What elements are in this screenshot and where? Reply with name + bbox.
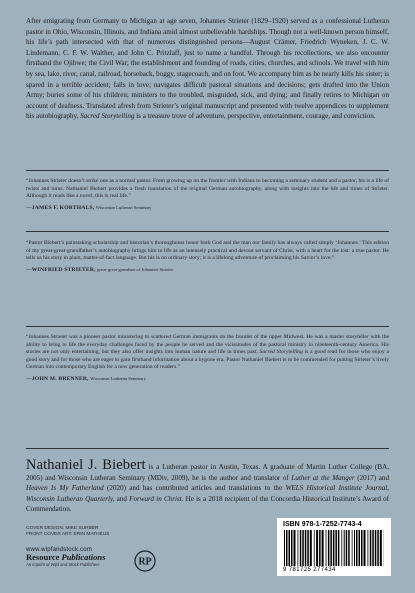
publisher-logo-text: RP — [138, 556, 152, 568]
book-title: Luther at the Manger — [291, 473, 355, 482]
summary-paragraph: After emigrating from Germany to Michigan at age seven, Johannes Strieter (1829–1920) served as a confessional Lutheran pastor in Ohio, Wisconsin, Illinois, and Indiana amid almost unbelievable hardships. Though not a well-known person himself, his life’s path intersected with that of numerous distinguished persons—August Crämer, Friedrich Wyneken, J. C. W. Lindemann, C. F. W. Walther, and John C. Pritzlaff, just to name a handful. Through his recollections, we also encounter firsthand the Ojibwe; the Civil War; the establishment and founding of roads, cities, churches, and schools. We travel with him by sea, lake, river, canal, railroad, horseback, buggy, stagecoach, and on foot. We accompany him as he nearly kills his sister; is spared in a terrible accident; falls in love; navigates difficult pastoral situations and decisions; gets drafted into the Union Army; buries some of his children; ministers to the troubled, misguided, sick, and dying; and finally retires to Michigan on account of deafness. Translated afresh from Strieter’s original manuscript and presented with twelve appendices to supplement his autobiography, Sacred Storytelling is a treasure trove of adventure, perspective, entertainment, courage, and conviction. — [26, 17, 389, 121]
barcode-bar — [352, 530, 353, 566]
divider — [26, 231, 389, 232]
barcode-bar — [289, 530, 291, 566]
book-summary — [26, 16, 389, 122]
barcode-bar — [294, 530, 296, 566]
barcode-bar — [361, 530, 363, 566]
barcode-digits: 9 781725 277434 — [283, 567, 336, 573]
barcode-bar — [380, 530, 382, 566]
divider — [26, 448, 389, 449]
barcode-bar — [368, 530, 369, 566]
endorser-affiliation: Wisconsin Lutheran Seminary — [95, 204, 152, 210]
barcode-bar — [314, 530, 315, 566]
barcode-bar — [370, 530, 372, 566]
barcode-bar — [302, 530, 304, 566]
barcode-bar — [377, 530, 379, 566]
endorsement-text: “Johannes Strieter doesn’t strike one as a normal pastor. From growing up on the frontier with Indians to becoming a seminary student and a pastor, his is a life of twists and turns. Nathaniel Biebert provides a fresh translation of the original German autobiography, along with insights into the life and times of Strieter. Although it reads like a novel, this is real life.” — [26, 178, 389, 199]
barcode-bar — [333, 530, 335, 566]
publisher-name: Resource Publications — [26, 552, 106, 562]
barcode-bar — [372, 530, 374, 566]
publisher-logo-icon — [134, 550, 156, 572]
author-bio: Nathaniel J. Biebert is a Lutheran pastor in Austin, Texas. A graduate of Martin Luther College (BA, 2005) and Wisconsin Lutheran Seminary (MDiv, 2009), he is the author and translator of Luther at the Manger (2017) and Heaven Is My Fatherland (2020) and has contributed articles and translations to the WELS Historical Institute Journal, Wisconsin Lutheran Quarterly, and Forward in Christ. He is a 2018 recipient of the Concordia Historical Institute’s Award of Commendation. — [26, 457, 389, 514]
barcode-bar — [284, 530, 285, 566]
divider — [26, 170, 389, 171]
barcode-bar — [354, 530, 355, 566]
cover-credits — [26, 526, 109, 538]
journal-title: Forward in Christ — [129, 494, 182, 503]
barcode-bar — [286, 530, 288, 566]
endorsement-attribution — [26, 266, 389, 274]
endorsement-2 — [26, 240, 389, 274]
barcode-bar — [364, 530, 366, 566]
publisher-tagline: An imprint of Wipf and Stock Publishers — [26, 562, 100, 567]
barcode-bar — [291, 530, 293, 566]
endorser-name: —WINFRIED STRIETER, — [26, 266, 96, 273]
endorser-name: —JOHN M. BRENNER, — [26, 375, 89, 382]
cover-art-credit: FRONT COVER ART: ERIN MATHEUS — [26, 532, 110, 537]
cover-design-credit: COVER DESIGN: MIKE SURBER — [26, 526, 99, 531]
endorsement-1 — [26, 178, 389, 212]
barcode-panel — [277, 518, 391, 576]
barcode-bar — [328, 530, 330, 566]
barcode-bar — [307, 530, 309, 566]
author-name: Nathaniel J. Biebert — [26, 457, 146, 473]
journal-title: WELS Historical Institute Journal, Wisconsin Lutheran Quarterly, — [26, 484, 389, 503]
barcode-bar — [310, 530, 312, 566]
barcode-icon — [283, 530, 385, 566]
barcode-bar — [298, 530, 299, 566]
endorsement-attribution — [26, 375, 389, 383]
endorser-affiliation: Wisconsin Lutheran Seminary — [90, 375, 146, 381]
endorser-affiliation: great-great-grandson of Johannes Strieter — [97, 266, 174, 272]
divider — [26, 326, 389, 327]
endorsement-attribution — [26, 204, 389, 212]
barcode-bar — [344, 530, 345, 566]
barcode-bar — [326, 530, 327, 566]
summary-book-title: Sacred Storytelling — [80, 112, 135, 121]
publisher-url: www.wipfandstock.com — [26, 547, 93, 553]
barcode-bar — [330, 530, 332, 566]
endorsement-text: “Johannes Strieter was a pioneer pastor ministering to scattered German immigrants on the frontier of the upper Midwest. He was a master storyteller with the ability to bring to life the everyday challenges faced by the people he served and the vicissitudes of the pastoral ministry in nineteenth-century America. His stories are not only entertaining, but they also offer insights into human nature and life in times past. Sacred Storytelling is a good read for those who enjoy a good story and for those who are eager to gain firsthand information about a bygone era. Pastor Nathaniel Biebert is to be commended for putting Strieter’s lively German into contemporary English for a new generation of readers.” — [26, 334, 389, 370]
isbn-label: ISBN 978-1-7252-7743-4 — [283, 521, 362, 528]
isbn-number: 978-1-7252-7743-4 — [301, 521, 362, 528]
barcode-bar — [341, 530, 342, 566]
barcode-bar — [300, 530, 302, 566]
endorsement-text: “Pastor Biebert’s painstaking scholarship and historian’s thoroughness honor both God and the man our family has always called simply ‘Johannes.’ This edition of my great-great-grandfather’s autobiography brings him to life as an intensely practical and devout servant of Christ, with a heart for the lost: a true pastor. He tells us his story in plain, matter-of-fact language. But his is no ordinary story; it is a lifelong adventure of proclaiming his Savior’s love.” — [26, 240, 389, 261]
barcode-bar — [356, 530, 358, 566]
barcode-bar — [316, 530, 318, 566]
barcode-bar — [322, 530, 324, 566]
barcode-bar — [319, 530, 321, 566]
barcode-bar — [359, 530, 361, 566]
barcode-bar — [346, 530, 348, 566]
endorsement-book-title: Sacred Storytelling — [259, 349, 303, 355]
barcode-bar — [375, 530, 377, 566]
endorser-name: —JAMES F. KORTHALS, — [26, 204, 95, 211]
barcode-bar — [338, 530, 340, 566]
barcode-bar — [305, 530, 307, 566]
endorsement-3 — [26, 334, 389, 383]
book-title: Heaven Is My Fatherland — [26, 484, 104, 493]
barcode-bar — [335, 530, 337, 566]
barcode-bar — [348, 530, 350, 566]
